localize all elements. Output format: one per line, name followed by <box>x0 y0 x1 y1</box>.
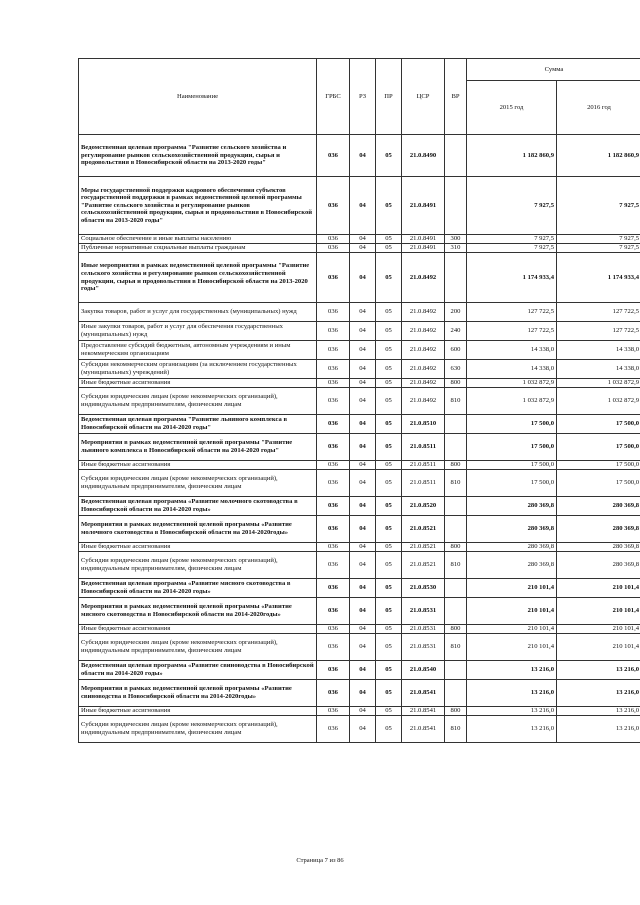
table-row <box>79 388 640 415</box>
row-vr <box>445 253 467 303</box>
row-pr: 05 <box>376 379 402 388</box>
row-vr: 800 <box>445 625 467 634</box>
row-vr: 200 <box>445 303 467 322</box>
row-sum-2015: 127 722,5 <box>467 303 557 322</box>
table-row <box>79 470 640 497</box>
row-name: Субсидии юридическим лицам (кроме некоммерческих организаций), индивидуальным предпринимателям, физическим лицам <box>79 552 317 579</box>
row-csr: 21.0.8492 <box>402 303 445 322</box>
row-sum-2016: 17 500,0 <box>557 461 640 470</box>
row-grbs: 036 <box>317 625 350 634</box>
row-grbs: 036 <box>317 322 350 341</box>
row-vr: 810 <box>445 552 467 579</box>
table-row <box>79 244 640 253</box>
row-vr <box>445 661 467 680</box>
table-row <box>79 716 640 743</box>
header-2016: 2016 год <box>557 81 640 135</box>
row-pr: 05 <box>376 516 402 543</box>
row-grbs: 036 <box>317 341 350 360</box>
row-name: Субсидии юридическим лицам (кроме некоммерческих организаций), индивидуальным предпринимателям, физическим лицам <box>79 716 317 743</box>
row-vr: 800 <box>445 461 467 470</box>
row-pr: 05 <box>376 303 402 322</box>
row-csr: 21.0.8510 <box>402 415 445 434</box>
table-row <box>79 707 640 716</box>
row-rz: 04 <box>350 341 376 360</box>
row-sum-2016: 17 500,0 <box>557 434 640 461</box>
row-sum-2016: 7 927,5 <box>557 235 640 244</box>
row-sum-2016: 13 216,0 <box>557 716 640 743</box>
row-sum-2016: 13 216,0 <box>557 661 640 680</box>
row-rz: 04 <box>350 680 376 707</box>
row-sum-2016: 1 174 933,4 <box>557 253 640 303</box>
row-csr: 21.0.8540 <box>402 661 445 680</box>
row-name: Ведомственная целевая программа "Развитие льняного комплекса в Новосибирской области на 2014-2020 годы" <box>79 415 317 434</box>
row-sum-2016: 280 369,8 <box>557 552 640 579</box>
row-grbs: 036 <box>317 552 350 579</box>
row-rz: 04 <box>350 661 376 680</box>
row-grbs: 036 <box>317 579 350 598</box>
row-pr: 05 <box>376 415 402 434</box>
row-name: Мероприятия в рамках ведомственной целевой программы "Развитие льняного комплекса в Новосибирской области на 2014-2020 годы" <box>79 434 317 461</box>
row-sum-2015: 1 032 872,9 <box>467 388 557 415</box>
row-pr: 05 <box>376 434 402 461</box>
table-row <box>79 253 640 303</box>
row-name: Иные бюджетные ассигнования <box>79 379 317 388</box>
row-sum-2015: 7 927,5 <box>467 244 557 253</box>
row-pr: 05 <box>376 461 402 470</box>
row-csr: 21.0.8491 <box>402 235 445 244</box>
row-vr: 810 <box>445 716 467 743</box>
header-2015: 2015 год <box>467 81 557 135</box>
row-sum-2015: 17 500,0 <box>467 434 557 461</box>
row-name: Ведомственная целевая программа «Развитие свиноводства в Новосибирской области на 2014-2020 годы» <box>79 661 317 680</box>
row-name: Социальное обеспечение и иные выплаты населению <box>79 235 317 244</box>
row-rz: 04 <box>350 177 376 235</box>
row-grbs: 036 <box>317 434 350 461</box>
row-rz: 04 <box>350 434 376 461</box>
row-grbs: 036 <box>317 707 350 716</box>
row-name: Субсидии некоммерческим организациям (за исключением государственных (муниципальных) учреждений) <box>79 360 317 379</box>
row-csr: 21.0.8541 <box>402 680 445 707</box>
row-rz: 04 <box>350 634 376 661</box>
row-rz: 04 <box>350 379 376 388</box>
row-pr: 05 <box>376 680 402 707</box>
row-vr: 800 <box>445 707 467 716</box>
header-vr: ВР <box>445 59 467 135</box>
row-sum-2016: 7 927,5 <box>557 244 640 253</box>
row-vr <box>445 680 467 707</box>
row-grbs: 036 <box>317 543 350 552</box>
row-pr: 05 <box>376 661 402 680</box>
row-csr: 21.0.8491 <box>402 177 445 235</box>
row-csr: 21.0.8492 <box>402 379 445 388</box>
row-grbs: 036 <box>317 634 350 661</box>
row-sum-2016: 1 182 860,9 <box>557 135 640 177</box>
row-csr: 21.0.8492 <box>402 341 445 360</box>
row-pr: 05 <box>376 470 402 497</box>
row-rz: 04 <box>350 716 376 743</box>
row-sum-2015: 210 101,4 <box>467 625 557 634</box>
row-pr: 05 <box>376 579 402 598</box>
row-name: Иные бюджетные ассигнования <box>79 625 317 634</box>
row-name: Мероприятия в рамках ведомственной целевой программы «Развитие свиноводства в Новосибирской области на 2014-2020годы» <box>79 680 317 707</box>
table-row <box>79 341 640 360</box>
table-row <box>79 177 640 235</box>
row-csr: 21.0.8511 <box>402 461 445 470</box>
row-rz: 04 <box>350 625 376 634</box>
table-row <box>79 461 640 470</box>
row-sum-2015: 127 722,5 <box>467 322 557 341</box>
row-sum-2015: 7 927,5 <box>467 235 557 244</box>
row-name: Субсидии юридическим лицам (кроме некоммерческих организаций), индивидуальным предпринимателям, физическим лицам <box>79 634 317 661</box>
table-row <box>79 552 640 579</box>
row-csr: 21.0.8541 <box>402 716 445 743</box>
row-grbs: 036 <box>317 379 350 388</box>
row-grbs: 036 <box>317 470 350 497</box>
row-pr: 05 <box>376 322 402 341</box>
row-vr: 810 <box>445 634 467 661</box>
row-pr: 05 <box>376 707 402 716</box>
row-pr: 05 <box>376 552 402 579</box>
row-grbs: 036 <box>317 253 350 303</box>
row-sum-2015: 280 369,8 <box>467 552 557 579</box>
row-csr: 21.0.8492 <box>402 388 445 415</box>
row-rz: 04 <box>350 135 376 177</box>
row-grbs: 036 <box>317 244 350 253</box>
row-sum-2016: 210 101,4 <box>557 625 640 634</box>
row-sum-2015: 280 369,8 <box>467 516 557 543</box>
row-vr: 800 <box>445 379 467 388</box>
row-sum-2015: 13 216,0 <box>467 716 557 743</box>
row-sum-2015: 13 216,0 <box>467 661 557 680</box>
row-grbs: 036 <box>317 661 350 680</box>
table-row <box>79 303 640 322</box>
row-sum-2016: 1 032 872,9 <box>557 388 640 415</box>
header-sum: Сумма <box>467 59 640 81</box>
row-name: Ведомственная целевая программа "Развитие сельского хозяйства и регулирование рынков сельскохозяйственной продукции, сырья и продовольствия в Новосибирской области на 2013-2020 годы" <box>79 135 317 177</box>
row-name: Иные мероприятия в рамках ведомственной целевой программы "Развитие сельского хозяйства и регулирование рынков сельскохозяйственной продукции, сырья и продовольствия в Новосибирской области на 2013-2020 годы" <box>79 253 317 303</box>
row-rz: 04 <box>350 415 376 434</box>
row-rz: 04 <box>350 707 376 716</box>
page-footer: Страница 7 из 86 <box>296 857 344 864</box>
row-vr: 810 <box>445 388 467 415</box>
row-vr <box>445 415 467 434</box>
table-row <box>79 135 640 177</box>
row-sum-2016: 280 369,8 <box>557 516 640 543</box>
row-rz: 04 <box>350 244 376 253</box>
row-sum-2016: 127 722,5 <box>557 322 640 341</box>
header-csr: ЦСР <box>402 59 445 135</box>
row-vr: 810 <box>445 470 467 497</box>
row-vr: 300 <box>445 235 467 244</box>
row-grbs: 036 <box>317 303 350 322</box>
row-sum-2015: 1 032 872,9 <box>467 379 557 388</box>
row-rz: 04 <box>350 253 376 303</box>
row-grbs: 036 <box>317 135 350 177</box>
row-vr <box>445 177 467 235</box>
row-grbs: 036 <box>317 360 350 379</box>
row-vr <box>445 497 467 516</box>
row-sum-2015: 14 338,0 <box>467 341 557 360</box>
row-pr: 05 <box>376 598 402 625</box>
row-grbs: 036 <box>317 177 350 235</box>
row-pr: 05 <box>376 244 402 253</box>
row-pr: 05 <box>376 388 402 415</box>
row-sum-2015: 13 216,0 <box>467 680 557 707</box>
row-pr: 05 <box>376 177 402 235</box>
row-pr: 05 <box>376 716 402 743</box>
row-rz: 04 <box>350 543 376 552</box>
row-grbs: 036 <box>317 235 350 244</box>
row-csr: 21.0.8520 <box>402 497 445 516</box>
row-name: Иные бюджетные ассигнования <box>79 461 317 470</box>
row-name: Иные бюджетные ассигнования <box>79 707 317 716</box>
row-pr: 05 <box>376 625 402 634</box>
row-sum-2016: 14 338,0 <box>557 341 640 360</box>
row-sum-2015: 7 927,5 <box>467 177 557 235</box>
table-row <box>79 634 640 661</box>
row-sum-2016: 13 216,0 <box>557 707 640 716</box>
row-vr <box>445 598 467 625</box>
row-sum-2015: 17 500,0 <box>467 415 557 434</box>
header-pr: ПР <box>376 59 402 135</box>
row-name: Меры государственной поддержки кадрового обеспечения субъектов государственной поддержки в рамках ведомственной целевой программы "Развитие сельского хозяйства и регулирование рынков сельскохозяйственной продукции, сырья и продовольствия в Новосибирской области на 2013-2020 годы" <box>79 177 317 235</box>
row-name: Ведомственная целевая программа «Развитие молочного скотоводства в Новосибирской области на 2014-2020 годы» <box>79 497 317 516</box>
row-sum-2016: 127 722,5 <box>557 303 640 322</box>
table-row <box>79 516 640 543</box>
row-csr: 21.0.8541 <box>402 707 445 716</box>
row-rz: 04 <box>350 552 376 579</box>
row-pr: 05 <box>376 360 402 379</box>
row-sum-2016: 7 927,5 <box>557 177 640 235</box>
row-sum-2015: 280 369,8 <box>467 497 557 516</box>
row-sum-2016: 210 101,4 <box>557 634 640 661</box>
row-rz: 04 <box>350 470 376 497</box>
row-csr: 21.0.8531 <box>402 634 445 661</box>
row-sum-2015: 1 174 933,4 <box>467 253 557 303</box>
row-name: Субсидии юридическим лицам (кроме некоммерческих организаций), индивидуальным предпринимателям, физическим лицам <box>79 470 317 497</box>
table-row <box>79 497 640 516</box>
row-csr: 21.0.8491 <box>402 244 445 253</box>
row-grbs: 036 <box>317 680 350 707</box>
row-grbs: 036 <box>317 388 350 415</box>
table-row <box>79 598 640 625</box>
table-row <box>79 579 640 598</box>
row-rz: 04 <box>350 360 376 379</box>
row-csr: 21.0.8511 <box>402 470 445 497</box>
row-rz: 04 <box>350 322 376 341</box>
header-name: Наименование <box>79 59 317 135</box>
row-csr: 21.0.8511 <box>402 434 445 461</box>
row-name: Предоставление субсидий бюджетным, автономным учреждениям и иным некоммерческим организациям <box>79 341 317 360</box>
row-name: Иные бюджетные ассигнования <box>79 543 317 552</box>
row-vr: 630 <box>445 360 467 379</box>
row-grbs: 036 <box>317 497 350 516</box>
row-name: Мероприятия в рамках ведомственной целевой программы «Развитие молочного скотоводства в Новосибирской области на 2014-2020годы» <box>79 516 317 543</box>
table-body <box>79 135 640 743</box>
row-sum-2015: 14 338,0 <box>467 360 557 379</box>
row-rz: 04 <box>350 388 376 415</box>
row-sum-2015: 280 369,8 <box>467 543 557 552</box>
row-sum-2016: 1 032 872,9 <box>557 379 640 388</box>
row-csr: 21.0.8521 <box>402 516 445 543</box>
table-row <box>79 235 640 244</box>
table-row <box>79 661 640 680</box>
row-vr <box>445 135 467 177</box>
row-name: Ведомственная целевая программа «Развитие мясного скотоводства в Новосибирской области на 2014-2020 годы» <box>79 579 317 598</box>
row-sum-2016: 280 369,8 <box>557 543 640 552</box>
row-csr: 21.0.8531 <box>402 598 445 625</box>
row-csr: 21.0.8490 <box>402 135 445 177</box>
row-vr: 800 <box>445 543 467 552</box>
row-csr: 21.0.8531 <box>402 625 445 634</box>
row-csr: 21.0.8492 <box>402 360 445 379</box>
header-grbs: ГРБС <box>317 59 350 135</box>
row-grbs: 036 <box>317 461 350 470</box>
row-rz: 04 <box>350 516 376 543</box>
table-row <box>79 322 640 341</box>
row-pr: 05 <box>376 497 402 516</box>
table-row <box>79 543 640 552</box>
row-csr: 21.0.8492 <box>402 253 445 303</box>
row-csr: 21.0.8521 <box>402 543 445 552</box>
row-grbs: 036 <box>317 716 350 743</box>
row-vr <box>445 579 467 598</box>
row-sum-2015: 210 101,4 <box>467 634 557 661</box>
row-vr: 240 <box>445 322 467 341</box>
row-csr: 21.0.8530 <box>402 579 445 598</box>
row-pr: 05 <box>376 235 402 244</box>
row-sum-2016: 210 101,4 <box>557 579 640 598</box>
table-row <box>79 625 640 634</box>
row-rz: 04 <box>350 579 376 598</box>
row-vr <box>445 434 467 461</box>
row-rz: 04 <box>350 598 376 625</box>
table-row <box>79 680 640 707</box>
row-name: Субсидии юридическим лицам (кроме некоммерческих организаций), индивидуальным предпринимателям, физическим лицам <box>79 388 317 415</box>
row-name: Иные закупки товаров, работ и услуг для обеспечения государственных (муниципальных) нужд <box>79 322 317 341</box>
row-sum-2016: 17 500,0 <box>557 470 640 497</box>
row-pr: 05 <box>376 135 402 177</box>
row-sum-2016: 17 500,0 <box>557 415 640 434</box>
row-rz: 04 <box>350 235 376 244</box>
row-sum-2016: 210 101,4 <box>557 598 640 625</box>
header-rz: РЗ <box>350 59 376 135</box>
budget-table <box>78 58 640 743</box>
row-name: Мероприятия в рамках ведомственной целевой программы «Развитие мясного скотоводства в Новосибирской области на 2014-2020годы» <box>79 598 317 625</box>
row-csr: 21.0.8492 <box>402 322 445 341</box>
row-grbs: 036 <box>317 415 350 434</box>
row-vr <box>445 516 467 543</box>
row-pr: 05 <box>376 543 402 552</box>
row-csr: 21.0.8521 <box>402 552 445 579</box>
row-pr: 05 <box>376 341 402 360</box>
row-sum-2016: 14 338,0 <box>557 360 640 379</box>
row-sum-2016: 13 216,0 <box>557 680 640 707</box>
row-vr: 310 <box>445 244 467 253</box>
table-row <box>79 434 640 461</box>
row-sum-2016: 280 369,8 <box>557 497 640 516</box>
row-vr: 600 <box>445 341 467 360</box>
row-pr: 05 <box>376 634 402 661</box>
row-rz: 04 <box>350 303 376 322</box>
row-grbs: 036 <box>317 598 350 625</box>
row-rz: 04 <box>350 497 376 516</box>
table-row <box>79 415 640 434</box>
row-sum-2015: 1 182 860,9 <box>467 135 557 177</box>
row-grbs: 036 <box>317 516 350 543</box>
row-sum-2015: 210 101,4 <box>467 598 557 625</box>
row-name: Публичные нормативные социальные выплаты гражданам <box>79 244 317 253</box>
row-sum-2015: 17 500,0 <box>467 470 557 497</box>
row-rz: 04 <box>350 461 376 470</box>
row-sum-2015: 17 500,0 <box>467 461 557 470</box>
row-sum-2015: 13 216,0 <box>467 707 557 716</box>
row-name: Закупка товаров, работ и услуг для государственных (муниципальных) нужд <box>79 303 317 322</box>
table-row <box>79 360 640 379</box>
row-sum-2015: 210 101,4 <box>467 579 557 598</box>
table-row <box>79 379 640 388</box>
row-pr: 05 <box>376 253 402 303</box>
